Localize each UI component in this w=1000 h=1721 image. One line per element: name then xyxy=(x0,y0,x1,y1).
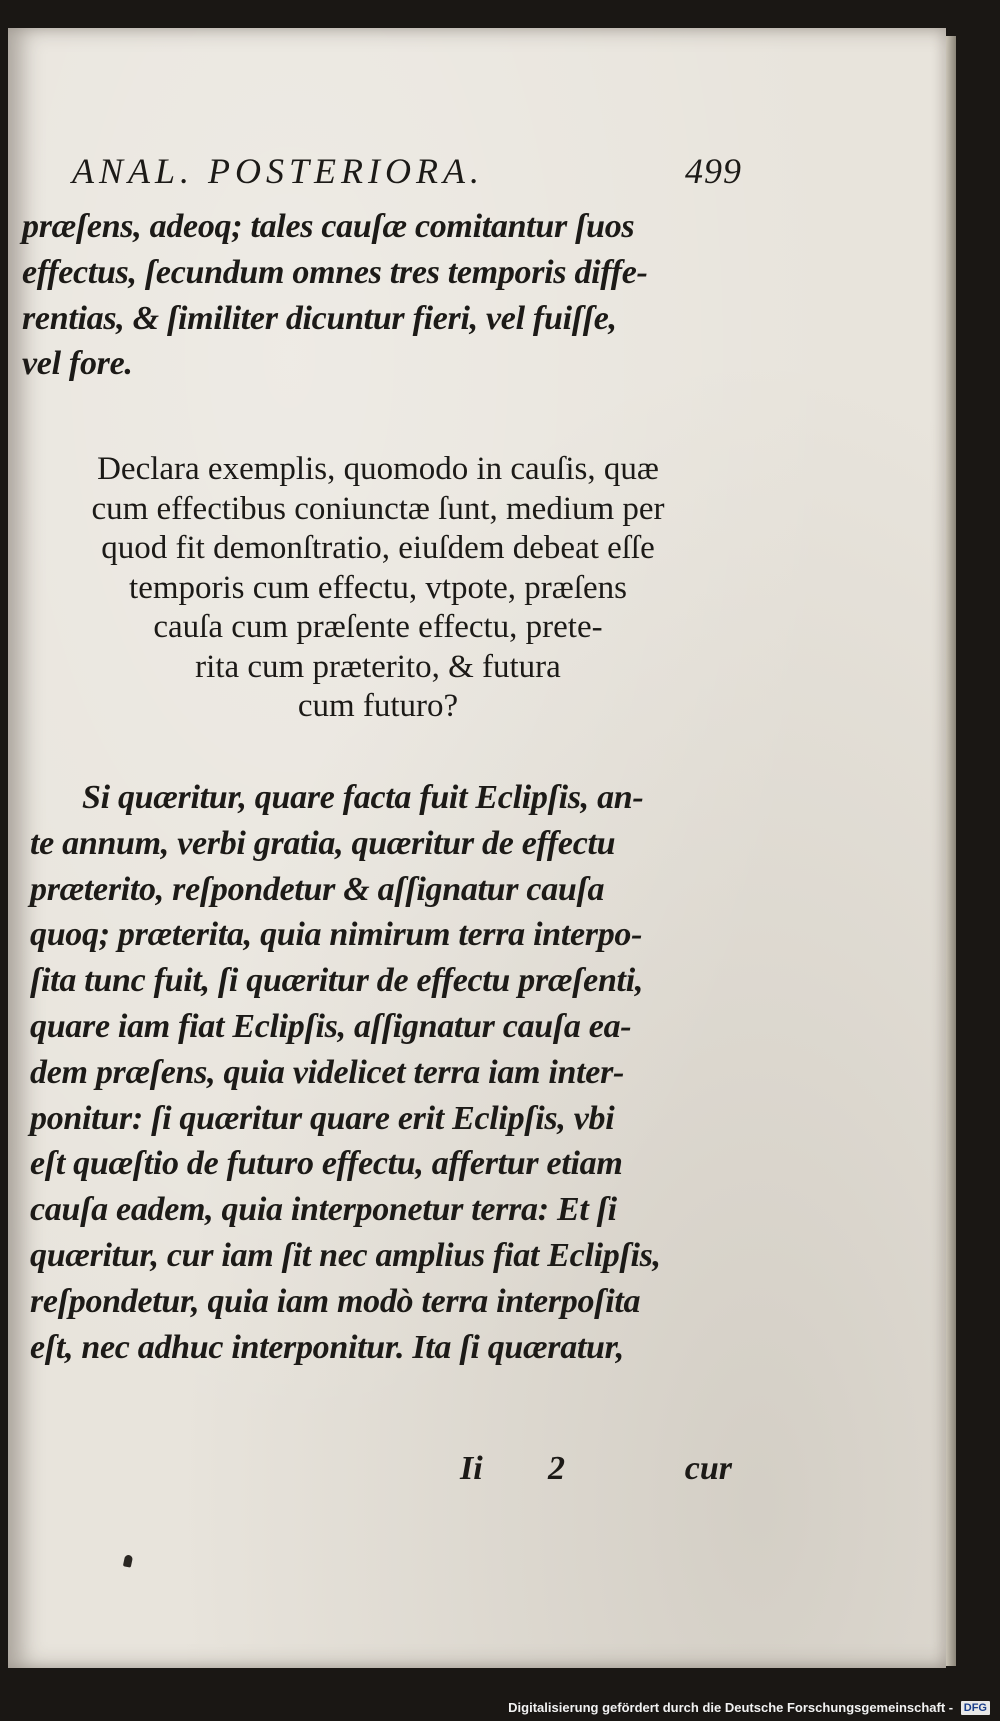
text-line: ſita tunc fuit, ſi quæritur de effectu præſenti, xyxy=(30,962,644,1000)
text-line: quoq; præterita, quia nimirum terra interpo- xyxy=(30,916,643,954)
text-line: vel fore. xyxy=(22,345,133,383)
running-head xyxy=(72,150,742,194)
text-line: te annum, verbi gratia, quæritur de effectu xyxy=(30,824,616,862)
signature-number: 2 xyxy=(548,1450,565,1487)
dfg-logo: DFG xyxy=(961,1701,990,1715)
page-number: 499 xyxy=(685,151,742,191)
text-line: cauſa eadem, quia interponetur terra: Et ſi xyxy=(30,1191,617,1229)
text-line: cum futuro? xyxy=(297,688,459,724)
catchline xyxy=(460,1450,732,1494)
question-heading xyxy=(22,450,734,727)
text-line: quod fit demonſtratio, eiuſdem debeat eſſe xyxy=(101,530,655,566)
catchword: cur xyxy=(684,1450,732,1487)
digitization-credit xyxy=(508,1699,990,1717)
text-line: temporis cum effectu, vtpote, præſens xyxy=(129,569,627,606)
text-line: Si quæritur, quare facta fuit Eclipſis, an- xyxy=(82,779,644,816)
credit-text: Digitalisierung gefördert durch die Deutsche Forschungsgemeinschaft - xyxy=(508,1700,954,1715)
text-line: præſens, adeoq; tales cauſæ comitantur ſuos xyxy=(22,208,635,245)
text-line: reſpondetur, quia iam modò terra interpoſita xyxy=(30,1282,641,1320)
paragraph-continued xyxy=(22,204,742,387)
text-line: ponitur: ſi quæritur quare erit Eclipſis, vbi xyxy=(30,1099,615,1137)
text-line: quæritur, cur iam ſit nec amplius fiat Eclipſis, xyxy=(30,1236,661,1274)
text-line: præterito, reſpondetur & aſſignatur cauſa xyxy=(30,870,605,908)
text-line: cauſa cum præſente effectu, prete- xyxy=(153,609,603,645)
answer-paragraph xyxy=(30,775,742,1370)
running-head-title: ANAL. POSTERIORA. xyxy=(72,151,484,191)
page-edge xyxy=(946,36,956,1666)
text-line: eſt, nec adhuc interponitur. Ita ſi quæratur, xyxy=(30,1328,624,1366)
text-line: cum effectibus coniunctæ ſunt, medium per xyxy=(91,490,665,527)
signature-mark: Ii xyxy=(460,1450,483,1487)
text-line: eſt quæſtio de futuro effectu, affertur etiam xyxy=(30,1145,623,1183)
text-line: effectus, ſecundum omnes tres temporis diffe- xyxy=(22,253,648,291)
text-line: quare iam fiat Eclipſis, aſſignatur cauſa ea- xyxy=(30,1007,632,1045)
text-line: dem præſens, quia videlicet terra iam inter- xyxy=(30,1053,625,1091)
text-line: rita cum præterito, & futura xyxy=(195,648,561,685)
text-line: Declara exemplis, quomodo in cauſis, quæ xyxy=(97,451,659,487)
text-line: rentias, & ſimiliter dicuntur fieri, vel fuiſſe, xyxy=(22,299,617,337)
